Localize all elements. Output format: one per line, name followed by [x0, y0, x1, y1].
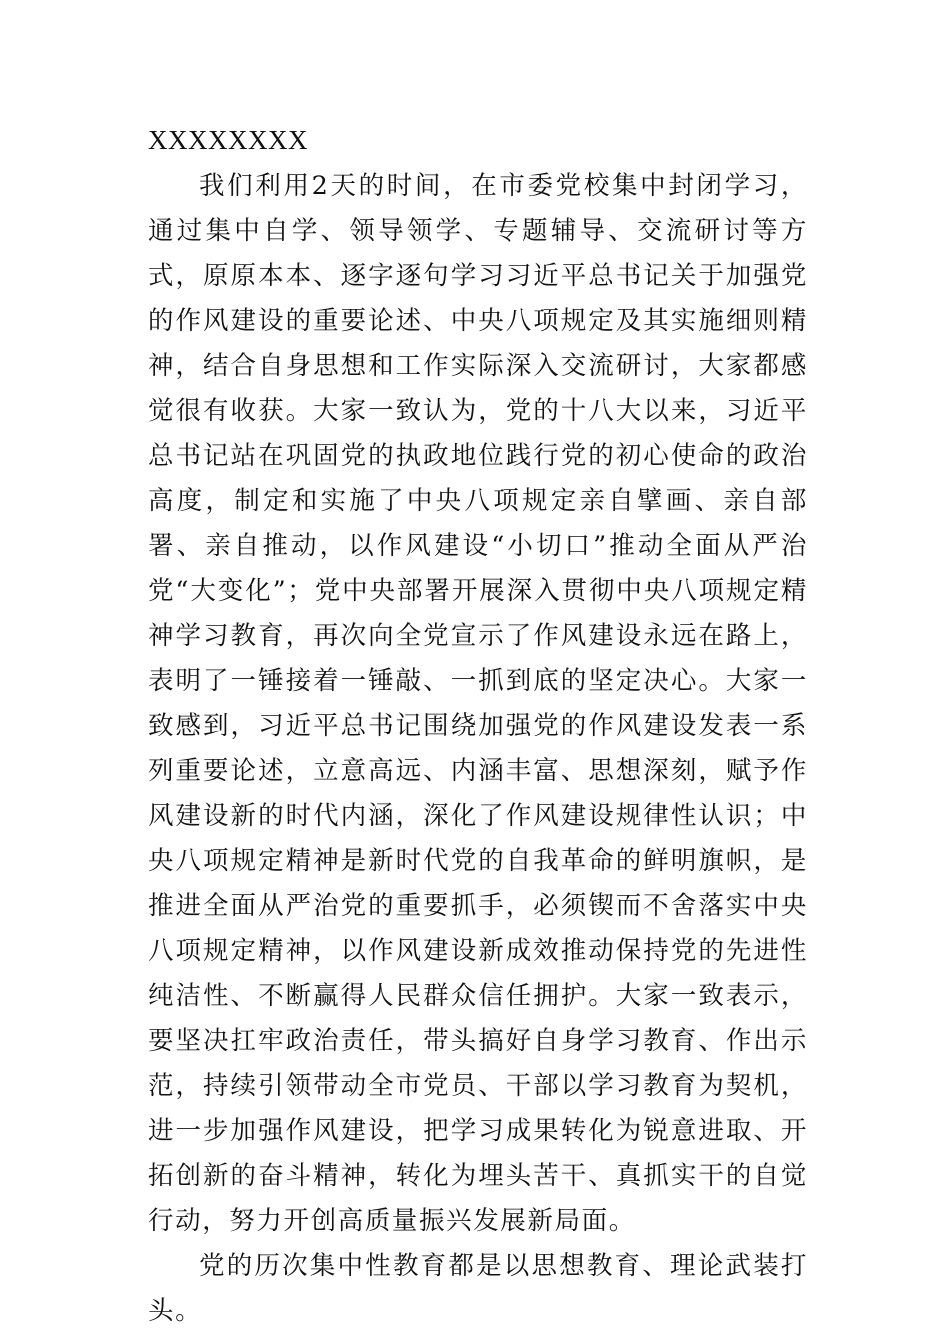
salutation: XXXXXXXX	[148, 125, 308, 155]
paragraph-1: 我们利用2天的时间，在市委党校集中封闭学习，通过集中自学、领导领学、专题辅导、交流研讨等方式，原原本本、逐字逐句学习习近平总书记关于加强党的作风建设的重要论述、中央八项规定及其实施细则精神，结合自身思想和工作实际深入交流研讨，大家都感觉很有收获。大家一致认为，党的十八大以来，习近平总书记站在巩固党的执政地位践行党的初心使命的政治高度，制定和实施了中央八项规定亲自擘画、亲自部署、亲自推动，以作风建设“小切口”推动全面从严治党“大变化”；党中央部署开展深入贯彻中央八项规定精神学习教育，再次向全党宣示了作风建设永远在路上，表明了一锤接着一锤敲、一抓到底的坚定决心。大家一致感到，习近平总书记围绕加强党的作风建设发表一系列重要论述，立意高远、内涵丰富、思想深刻，赋予作风建设新的时代内涵，深化了作风建设规律性认识；中央八项规定精神是新时代党的自我革命的鲜明旗帜，是推进全面从严治党的重要抓手，必须锲而不舍落实中央八项规定精神，以作风建设新成效推动保持党的先进性纯洁性、不断赢得人民群众信任拥护。大家一致表示，要坚决扛牢政治责任，带头搞好自身学习教育、作出示范，持续引领带动全市党员、干部以学习教育为契机，进一步加强作风建设，把学习成果转化为锐意进取、开拓创新的奋斗精神，转化为埋头苦干、真抓实干的自觉行动，努力开创高质量振兴发展新局面。	[148, 171, 808, 1236]
paragraph-2: 党的历次集中性教育都是以思想教育、理论武装打头。	[148, 1251, 808, 1326]
document-body	[148, 164, 808, 1334]
